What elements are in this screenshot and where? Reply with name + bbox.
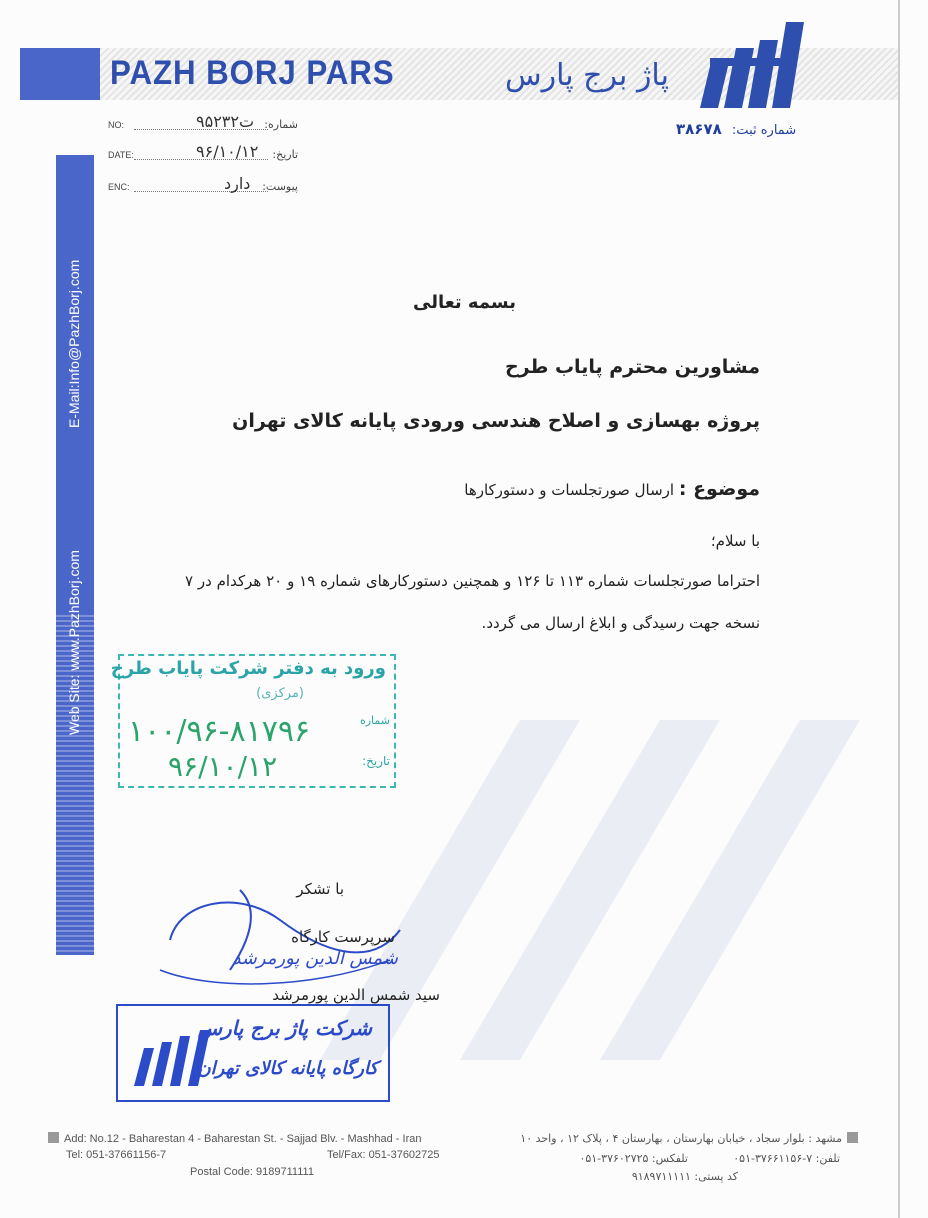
registration-line — [676, 120, 796, 138]
footer-address-fa: مشهد : بلوار سجاد ، خیابان بهارستان ، بهارستان ۴ ، پلاک ۱۲ ، واحد ۱۰ — [520, 1132, 858, 1145]
date-label-fa: تاریخ: — [272, 148, 298, 161]
entry-stamp — [110, 654, 396, 788]
meta-date-row — [108, 142, 298, 164]
email-text: E-Mail:Info@PazhBorj.com — [66, 259, 82, 428]
entry-stamp-subtitle: (مرکزی) — [256, 686, 304, 701]
date-value: ۹۶/۱۰/۱۲ — [196, 142, 259, 161]
enc-label-en: ENC: — [108, 182, 130, 192]
company-logo — [690, 18, 830, 114]
company-name-en: PAZH BORJ PARS — [110, 54, 395, 92]
no-value: ۹۵ت۲۳۲ — [196, 112, 255, 131]
footer-fax-fa: تلفکس: ۳۷۶۰۲۷۲۵-۰۵۱ — [579, 1152, 688, 1165]
registration-number: ۳۸۶۷۸ — [676, 120, 722, 138]
subject-text: ارسال صورتجلسات و دستورکارها — [464, 481, 675, 499]
entry-stamp-date: ۹۶/۱۰/۱۲ — [168, 750, 278, 783]
square-bullet-icon — [48, 1132, 59, 1143]
company-stamp-line1: شرکت پاژ برج پارس — [197, 1016, 372, 1040]
footer-address-en: Add: No.12 - Baharestan 4 - Baharestan St. - Sajjad Blv. - Mashhad - Iran — [48, 1132, 421, 1145]
recipient: مشاورین محترم پایاب طرح — [504, 356, 760, 378]
signer-name: سید شمس الدین پورمرشد — [272, 986, 440, 1004]
date-label-en: DATE: — [108, 150, 134, 160]
company-stamp-line2: کارگاه پایانه کالای تهران — [197, 1058, 378, 1079]
body-paragraph: احتراما صورتجلسات شماره ۱۱۳ تا ۱۲۶ و همچنین دستورکارهای شماره ۱۹ و ۲۰ هرکدام در ۷ نسخه جهت رسیدگی و ابلاغ ارسال می گردد. — [185, 572, 761, 632]
company-name-fa: پاژ برج پارس — [505, 58, 669, 93]
square-bullet-icon — [847, 1132, 858, 1143]
meta-number-row — [108, 112, 298, 134]
handwritten-signature: شمس الدین پورمرشد — [232, 948, 398, 969]
footer-postal-fa: کد پستی: ۹۱۸۹۷۱۱۱۱۱ — [631, 1170, 738, 1183]
entry-stamp-title: ورود به دفتر شرکت پایاب طرح — [110, 658, 386, 679]
supervisor-title: سرپرست کارگاه — [291, 928, 395, 946]
besmeh-heading: بسمه تعالی — [413, 292, 516, 313]
page-edge — [898, 0, 900, 1218]
no-label-en: NO: — [108, 120, 125, 130]
no-label-fa: شماره: — [264, 118, 298, 131]
thanks-line: با تشکر — [296, 880, 344, 898]
website-text: Web Site: www.PazhBorj.com — [66, 550, 82, 735]
footer-postal-en: Postal Code: 9189711111 — [190, 1166, 314, 1178]
entry-stamp-number: ۱۰۰/۹۶-۸۱۷۹۶ — [128, 714, 311, 749]
subject-label: موضوع : — [678, 478, 760, 500]
subject-line — [464, 478, 760, 500]
project-title: پروژه بهسازی و اصلاح هندسی ورودی پایانه کالای تهران — [232, 410, 760, 432]
entry-stamp-number-label: شماره — [359, 714, 390, 727]
footer-tel-fa: تلفن: ۷-۳۷۶۶۱۱۵۶-۰۵۱ — [733, 1152, 840, 1165]
company-stamp — [116, 1004, 390, 1102]
enc-label-fa: پیوست: — [262, 180, 298, 193]
meta-enc-row — [108, 174, 298, 196]
entry-stamp-date-label: تاریخ: — [362, 754, 390, 768]
registration-label: شماره ثبت: — [731, 123, 797, 138]
enc-value: دارد — [224, 174, 251, 193]
footer-telfax-en: Tel/Fax: 051-37602725 — [327, 1149, 440, 1161]
greeting: با سلام؛ — [710, 532, 760, 550]
footer-tel-en: Tel: 051-37661156-7 — [66, 1149, 167, 1161]
